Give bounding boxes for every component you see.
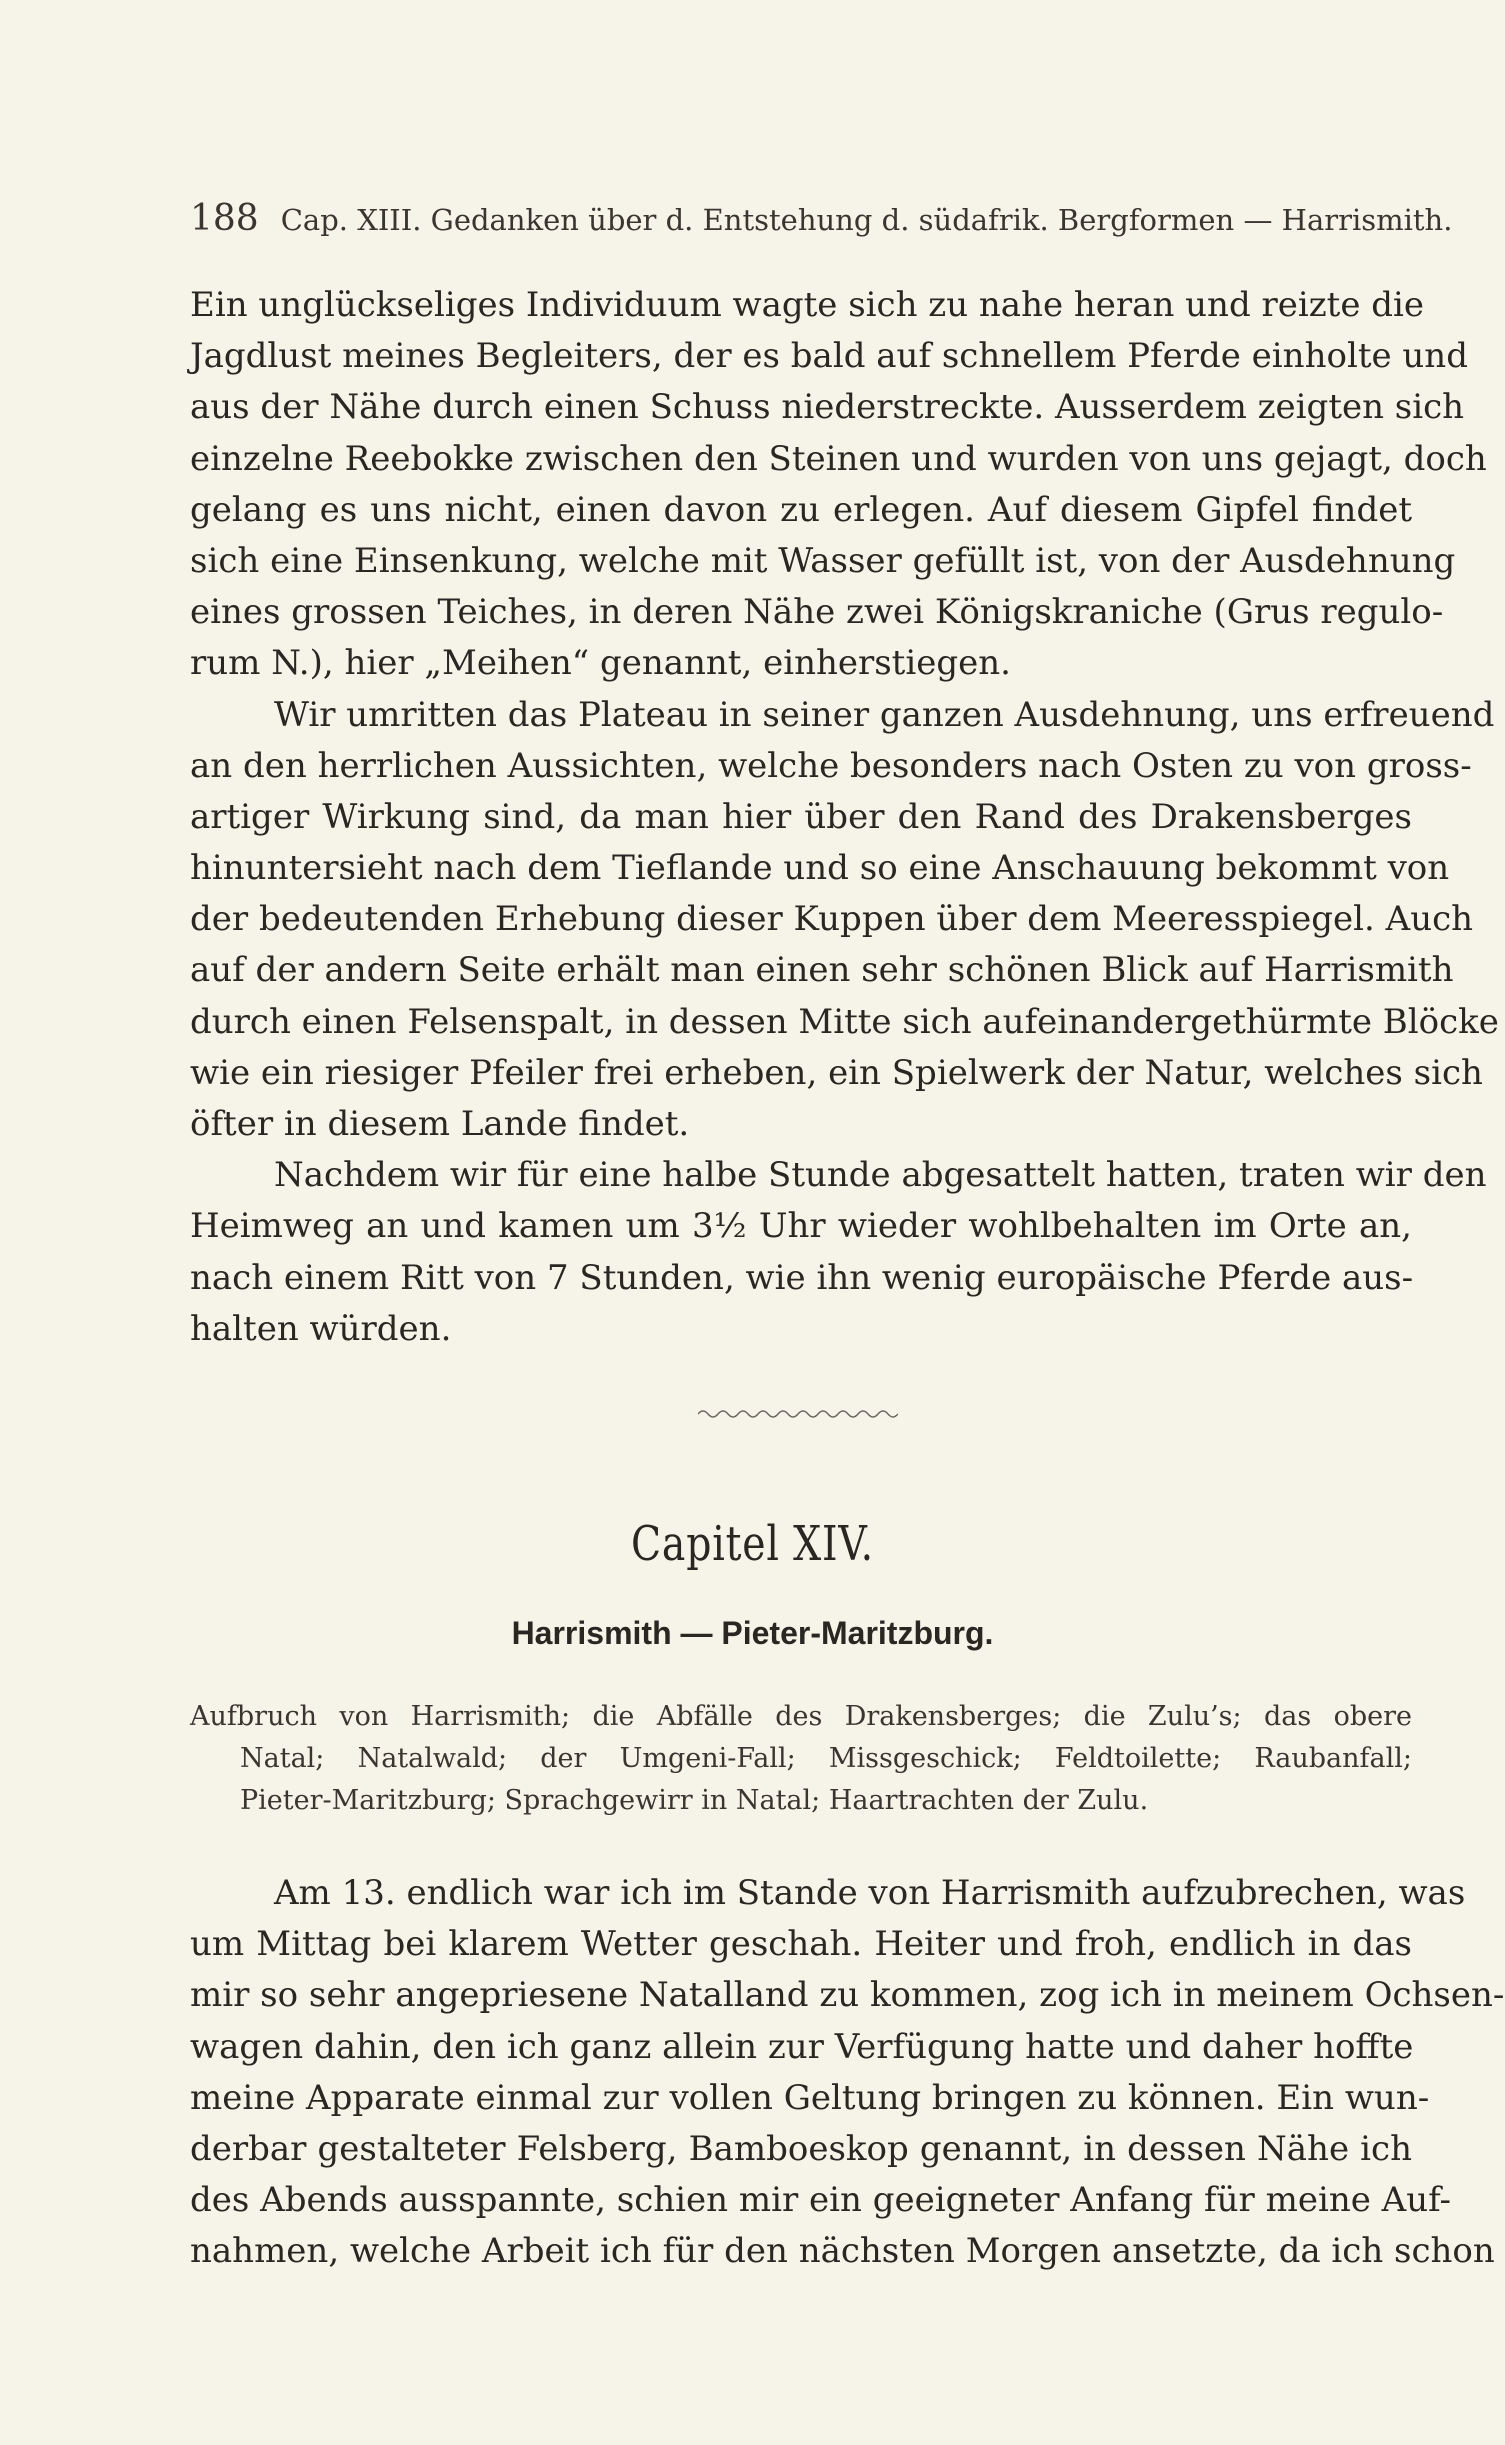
text-line: rum N.), hier „Meihen“ genannt, einherstiegen. — [190, 643, 1011, 684]
text-block-top — [190, 280, 1499, 1355]
text-line: wagen dahin, den ich ganz allein zur Verfügung hatte und daher hoffte — [190, 2026, 1414, 2067]
text-line: Heimweg an und kamen um 3½ Uhr wieder wohlbehalten im Orte an, — [190, 1206, 1412, 1247]
text-line: an den herrlichen Aussichten, welche besonders nach Osten zu von gross- — [190, 745, 1472, 786]
text-line: Nachdem wir für eine halbe Stunde abgesattelt hatten, traten wir den — [274, 1155, 1487, 1196]
text-line: Am 13. endlich war ich im Stande von Harrismith aufzubrechen, was — [274, 1873, 1466, 1913]
text-line: auf der andern Seite erhält man einen sehr schönen Blick auf Harrismith — [190, 950, 1454, 991]
text-line: meine Apparate einmal zur vollen Geltung bringen zu können. Ein wun- — [190, 2077, 1430, 2118]
text-line: hinuntersieht nach dem Tieflande und so eine Anschauung bekommt von — [190, 848, 1450, 889]
ornament-divider — [698, 1408, 898, 1420]
chapter-subtitle: Harrismith — Pieter-Maritzburg. — [511, 1615, 994, 1651]
text-line: nach einem Ritt von 7 Stunden, wie ihn wenig europäische Pferde aus- — [190, 1257, 1414, 1298]
text-line: Jagdlust meines Begleiters, der es bald auf schnellem Pferde einholte und — [190, 336, 1468, 377]
text-line: öfter in diesem Lande findet. — [190, 1104, 690, 1144]
text-line: derbar gestalteter Felsberg, Bamboeskop genannt, in dessen Nähe ich — [190, 2128, 1412, 2169]
text-line: artiger Wirkung sind, da man hier über den Rand des Drakensberges — [190, 796, 1412, 837]
text-line: Ein unglückseliges Individuum wagte sich zu nahe heran und reizte die — [190, 285, 1425, 325]
text-block-bottom — [190, 1868, 1505, 2278]
text-line: nahmen, welche Arbeit ich für den nächsten Morgen ansetzte, da ich schon — [190, 2231, 1495, 2272]
summary-line: Aufbruch von Harrismith; die Abfälle des Drakensberges; die Zulu’s; das obere — [190, 1701, 1412, 1732]
chapter-title: Capitel XIV. — [630, 1516, 875, 1572]
running-title: Cap. XIII. Gedanken über d. Entstehung d. südafrik. Bergformen — Harrismith. — [280, 203, 1453, 237]
text-line: sich eine Einsenkung, welche mit Wasser gefüllt ist, von der Ausdehnung — [190, 540, 1456, 581]
text-line: gelang es uns nicht, einen davon zu erlegen. Auf diesem Gipfel findet — [190, 489, 1412, 530]
text-line: eines grossen Teiches, in deren Nähe zwei Königskraniche (Grus regulo- — [190, 592, 1444, 633]
summary-line: Pieter-Maritzburg; Sprachgewirr in Natal; Haartrachten der Zulu. — [240, 1785, 1149, 1816]
running-header — [190, 198, 1453, 239]
text-line: um Mittag bei klarem Wetter geschah. Heiter und froh, endlich in das — [190, 1924, 1412, 1965]
text-line: halten würden. — [190, 1308, 452, 1349]
text-line: der bedeutenden Erhebung dieser Kuppen über dem Meeresspiegel. Auch — [190, 899, 1474, 940]
text-line: wie ein riesiger Pfeiler frei erheben, ein Spielwerk der Natur, welches sich — [190, 1052, 1483, 1093]
chapter-summary — [190, 1696, 1412, 1822]
text-line: Wir umritten das Plateau in seiner ganzen Ausdehnung, uns erfreuend — [274, 694, 1495, 735]
text-line: mir so sehr angepriesene Natalland zu kommen, zog ich in meinem Ochsen- — [190, 1975, 1505, 2016]
text-line: des Abends ausspannte, schien mir ein geeigneter Anfang für meine Auf- — [190, 2180, 1451, 2221]
summary-line: Natal; Natalwald; der Umgeni-Fall; Missgeschick; Feldtoilette; Raubanfall; — [240, 1743, 1412, 1774]
text-line: einzelne Reebokke zwischen den Steinen und wurden von uns gejagt, doch — [190, 438, 1487, 479]
text-line: aus der Nähe durch einen Schuss niederstreckte. Ausserdem zeigten sich — [190, 387, 1465, 428]
page-number: 188 — [190, 198, 259, 239]
text-line: durch einen Felsenspalt, in dessen Mitte sich aufeinandergethürmte Blöcke — [190, 1001, 1499, 1042]
